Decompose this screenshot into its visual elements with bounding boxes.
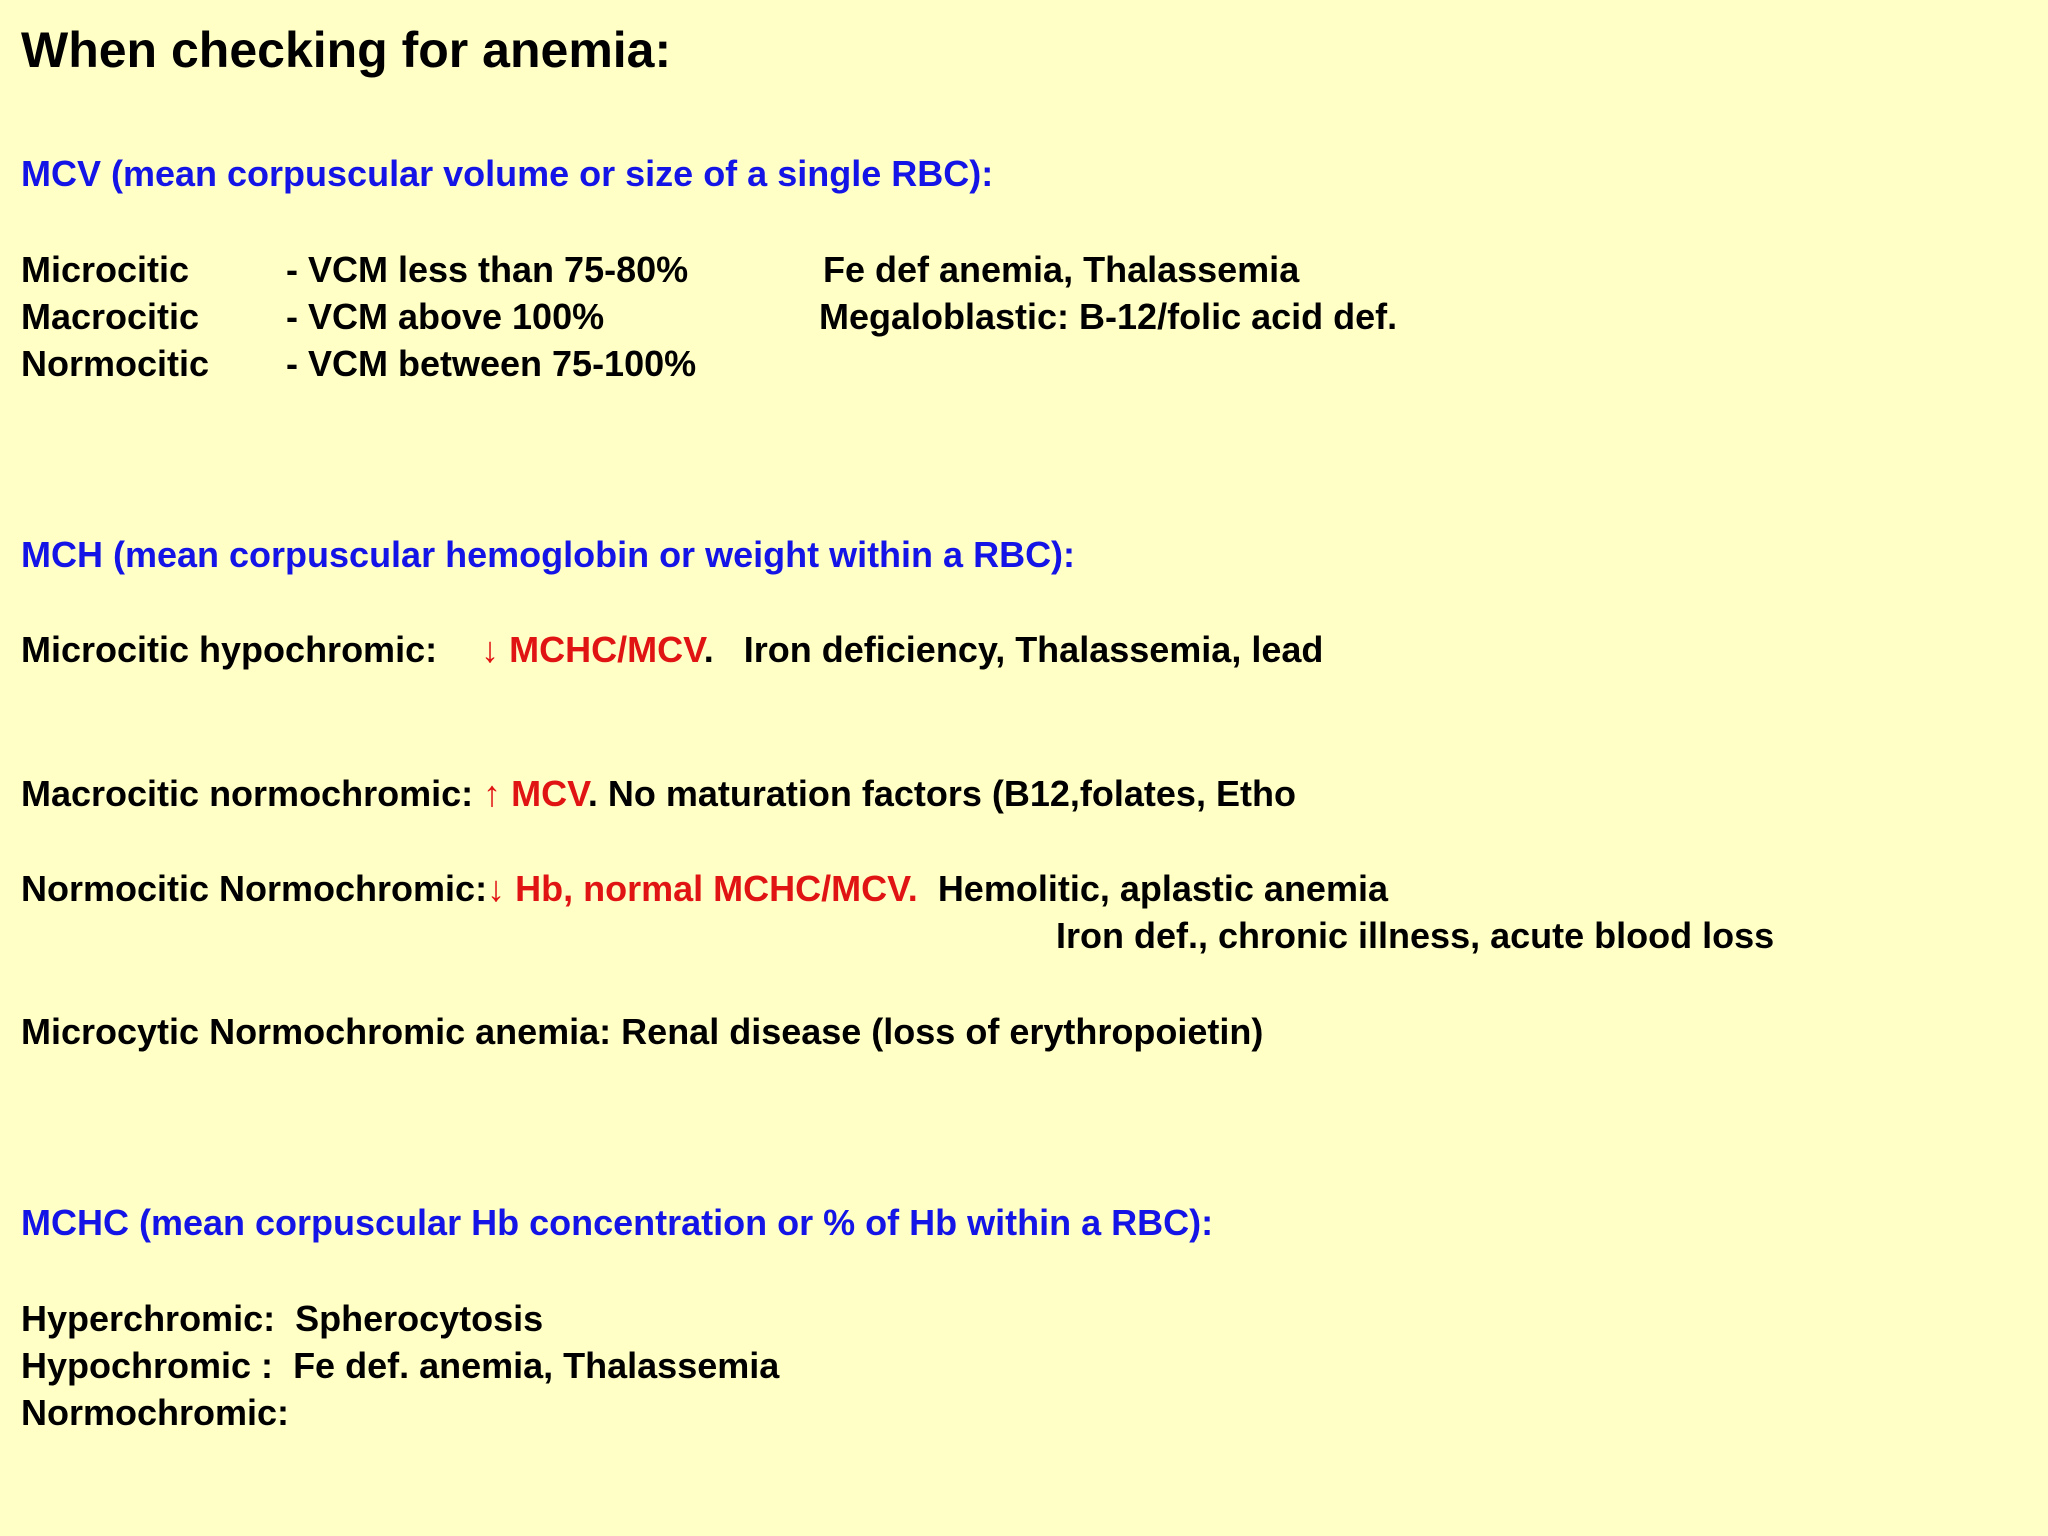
mch-microcitic-causes: . Iron deficiency, Thalassemia, lead xyxy=(703,629,1324,670)
mchc-value: Spherocytosis xyxy=(295,1298,544,1339)
mchc-row-normochromic xyxy=(21,1392,290,1433)
mchc-row-hyperchromic xyxy=(21,1298,544,1339)
mch-macrocitic-marker: MCV xyxy=(511,773,588,814)
mch-heading: MCH (mean corpuscular hemoglobin or weight within a RBC): xyxy=(21,534,1076,575)
mch-microcytic-normochromic: Microcytic Normochromic anemia: Renal disease (loss of erythropoietin) xyxy=(21,1011,1264,1052)
down-arrow-icon: ↓ xyxy=(481,629,500,670)
mch-normocitic-label: Normocitic Normochromic: xyxy=(21,868,488,909)
mch-macrocitic-label: Macrocitic normochromic: xyxy=(21,773,474,814)
mchc-row-hypochromic xyxy=(21,1345,780,1386)
mcv-heading: MCV (mean corpuscular volume or size of a single RBC): xyxy=(21,153,994,194)
page-title: When checking for anemia: xyxy=(21,22,672,78)
mch-normocitic-causes-2: Iron def., chronic illness, acute blood loss xyxy=(1056,915,1775,956)
mch-normocitic-marker: Hb, normal MCHC/MCV. xyxy=(515,868,918,909)
mchc-value: Fe def. anemia, Thalassemia xyxy=(293,1345,780,1386)
mchc-heading: MCHC (mean corpuscular Hb concentration or % of Hb within a RBC): xyxy=(21,1202,1214,1243)
mchc-label: Hypochromic : xyxy=(21,1345,274,1386)
mch-macrocitic-line xyxy=(21,773,1296,814)
mcv-causes-microcitic: Fe def anemia, Thalassemia xyxy=(823,249,1300,290)
mch-normocitic-line xyxy=(21,868,1388,909)
mch-macrocitic-causes: . No maturation factors (B12,folates, Etho xyxy=(587,773,1296,814)
down-arrow-icon: ↓ xyxy=(487,868,506,909)
mcv-range-microcitic: - VCM less than 75-80% xyxy=(286,249,689,290)
mcv-range-normocitic: - VCM between 75-100% xyxy=(286,343,697,384)
mch-microcitic-line xyxy=(21,629,1324,670)
mch-microcitic-label: Microcitic hypochromic: xyxy=(21,629,438,670)
mcv-causes-macrocitic: Megaloblastic: B-12/folic acid def. xyxy=(819,296,1398,337)
mch-microcitic-marker: MCHC/MCV xyxy=(509,629,704,670)
mcv-term-macrocitic: Macrocitic xyxy=(21,296,200,337)
mchc-label: Normochromic: xyxy=(21,1392,290,1433)
mch-normocitic-causes: Hemolitic, aplastic anemia xyxy=(937,868,1388,909)
mcv-range-macrocitic: - VCM above 100% xyxy=(286,296,605,337)
mcv-term-normocitic: Normocitic xyxy=(21,343,210,384)
mcv-term-microcitic: Microcitic xyxy=(21,249,190,290)
up-arrow-icon: ↑ xyxy=(483,773,502,814)
mchc-label: Hyperchromic: xyxy=(21,1298,276,1339)
